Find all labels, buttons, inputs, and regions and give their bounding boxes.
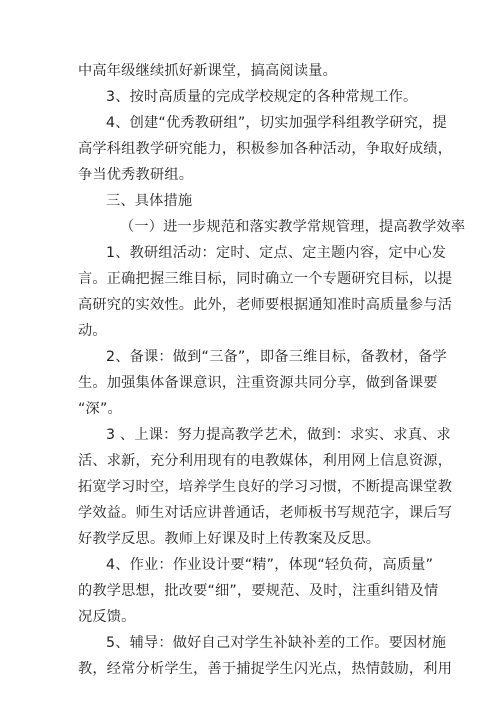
text-line: 活、求新，充分利用现有的电教媒体，利用网上信息资源， <box>78 453 453 469</box>
paragraph-research-activity <box>78 240 453 344</box>
text-line: 1、教研组活动：定时、定点、定主题内容，定中心发 <box>106 245 447 261</box>
text-line: 生。加强集体备课意识，注重资源共同分享，做到备课要 <box>78 375 438 391</box>
paragraph-reading-goal <box>78 58 428 84</box>
text-line: 中高年级继续抓好新课堂，搞高阅读量。 <box>78 63 337 79</box>
paragraph-teaching <box>78 422 453 552</box>
subsection-title: （一）进一步规范和落实教学常规管理，提高教学效率 <box>120 219 466 235</box>
section-title: 三、具体措施 <box>106 193 193 209</box>
paragraph-tutoring <box>78 630 453 682</box>
text-line: 争当优秀教研组。 <box>78 167 194 183</box>
text-line: 况反馈。 <box>78 609 136 625</box>
paragraph-homework <box>78 552 439 630</box>
subsection-heading <box>78 214 466 240</box>
paragraph-item-3 <box>78 84 428 110</box>
document-page <box>78 58 466 682</box>
paragraph-lesson-prep <box>78 344 447 422</box>
text-line: “深”。 <box>78 401 122 417</box>
text-line: 3、按时高质量的完成学校规定的各种常规工作。 <box>106 89 418 105</box>
text-line: 高学科组教学研究能力，积极参加各种活动，争取好成绩， <box>78 141 453 157</box>
text-line: 好教学反思。教师上好课及时上传教案及反思。 <box>78 531 381 547</box>
text-line: 动。 <box>78 323 107 339</box>
text-line: 2、备课：做到“三备”，即备三维目标，备教材，备学 <box>106 349 447 365</box>
text-line: 3 、上课：努力提高教学艺术，做到：求实、求真、求 <box>106 427 451 443</box>
text-line: 4、创建“优秀教研组”，切实加强学科组教学研究，提 <box>106 115 447 131</box>
text-line: 5、辅导：做好自己对学生补缺补差的工作。要因材施 <box>106 635 447 651</box>
text-line: 高研究的实效性。此外，老师要根据通知准时高质量参与活 <box>78 297 453 313</box>
text-line: 言。正确把握三维目标，同时确立一个专题研究目标，以提 <box>78 271 453 287</box>
text-line: 教，经常分析学生，善于捕捉学生闪光点，热情鼓励，利用 <box>78 661 453 677</box>
text-line: 的教学思想，批改要“细”，要规范、及时，注重纠错及情 <box>78 583 439 599</box>
section-heading <box>78 188 428 214</box>
text-line: 4、作业：作业设计要“精”，体现“轻负荷，高质量” <box>106 557 434 573</box>
paragraph-item-4 <box>78 110 453 188</box>
text-line: 拓宽学习时空，培养学生良好的学习习惯，不断提高课堂教 <box>78 479 453 495</box>
text-line: 学效益。师生对话应讲普通话，老师板书写规范字，课后写 <box>78 505 453 521</box>
